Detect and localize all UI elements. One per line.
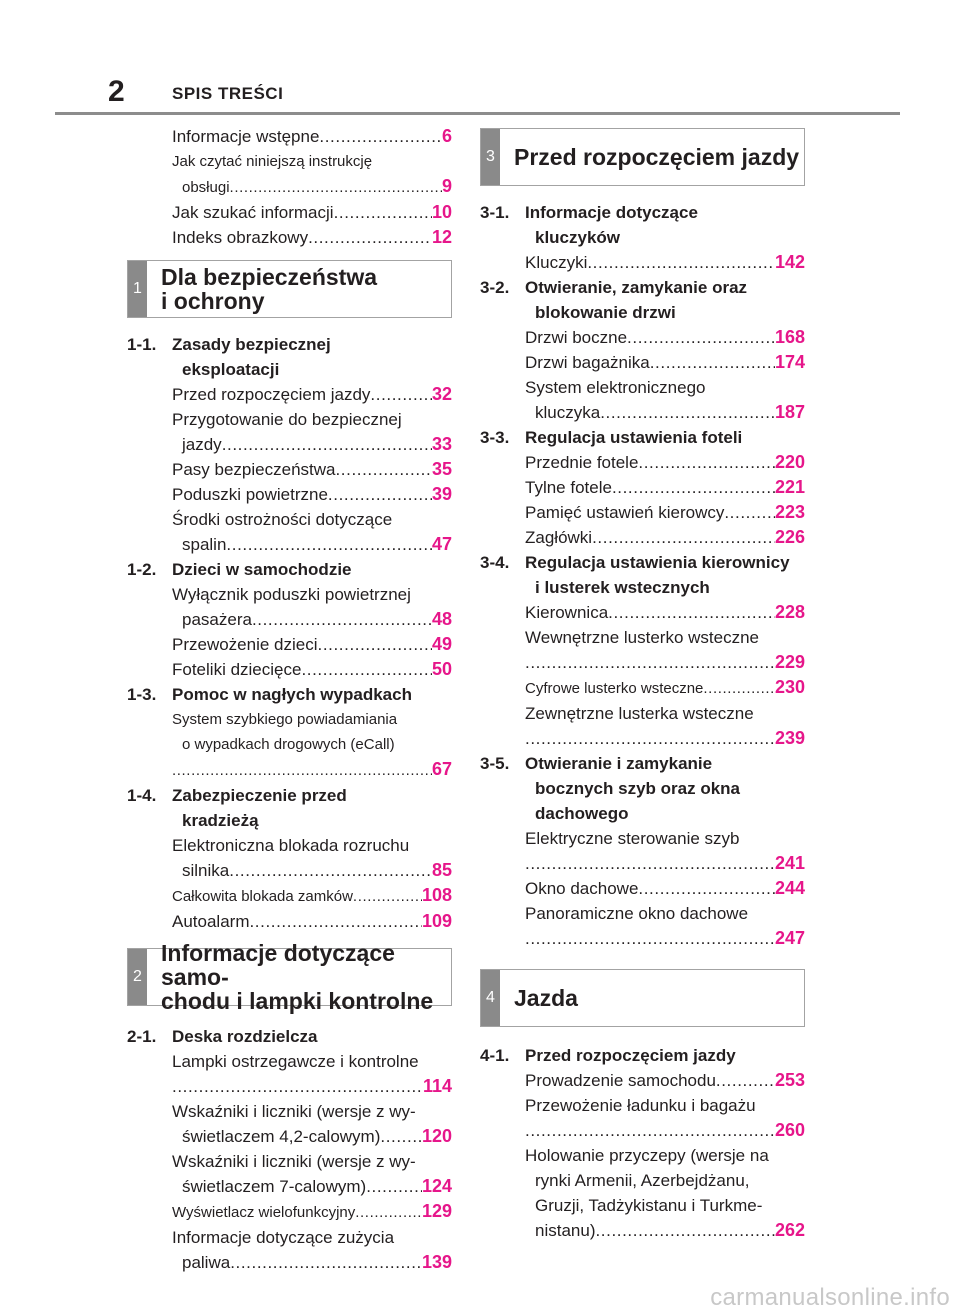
page-header [0, 0, 960, 120]
toc-entry[interactable]: Indeks obrazkowy ..... 12 [127, 225, 452, 250]
header-rule [55, 112, 900, 115]
toc-chapter-heading: 4-1. Przed rozpoczęciem jazdy [480, 1046, 736, 1065]
toc-chapter-heading-cont: blokowanie drzwi [535, 303, 676, 322]
toc-chapter-heading: 3-5. Otwieranie i zamykanie [480, 754, 713, 773]
page-link: 221 [774, 477, 805, 497]
toc-chapter-heading: 3-2. Otwieranie, zamykanie oraz [480, 278, 748, 297]
page-link: 142 [774, 252, 805, 272]
page-link: 108 [421, 885, 452, 905]
page-number: 2 [108, 75, 125, 108]
toc-right-column [480, 120, 805, 1243]
toc-entry[interactable]: Przed rozpoczęciem jazdy ..... 32 [127, 382, 452, 407]
toc-entry[interactable]: Drzwi bagażnika ..... 174 [480, 350, 805, 375]
page-link: 85 [431, 860, 452, 880]
toc-entry[interactable]: Przewożenie dzieci ..... 49 [127, 632, 452, 657]
page-link: 260 [774, 1120, 805, 1140]
page-link: 168 [774, 327, 805, 347]
page-link: 32 [431, 384, 452, 404]
page-link: 9 [441, 176, 452, 196]
toc-entry[interactable]: Jak czytać niniejszą instrukcję obsługi ..... 9 [127, 149, 452, 200]
page-link: 247 [774, 928, 805, 948]
toc-entry[interactable]: Informacje dotyczące zużycia paliwa ..... 139 [127, 1225, 452, 1275]
toc-chapter-heading-cont: i lusterek wstecznych [535, 578, 710, 597]
toc-chapter-heading: 1-4. Zabezpieczenie przed [127, 786, 347, 805]
toc-chapter-heading-cont: bocznych szyb oraz okna [535, 779, 740, 798]
toc-entry[interactable]: Wskaźniki i liczniki (wersje z wy- świetlaczem 4,2-calowym) ..... 120 [127, 1099, 452, 1149]
page-link: 49 [431, 634, 452, 654]
toc-entry[interactable]: Przewożenie ładunku i bagażu ..... 260 [480, 1093, 805, 1143]
toc-entry[interactable]: Lampki ostrzegawcze i kontrolne ..... 114 [127, 1049, 452, 1099]
toc-entry[interactable]: Wyświetlacz wielofunkcyjny ..... 129 [127, 1199, 452, 1225]
section-banner-4[interactable] [480, 969, 805, 1027]
page-link: 174 [774, 352, 805, 372]
toc-chapter-heading-cont: dachowego [535, 804, 629, 823]
toc-entry[interactable]: Foteliki dziecięce ..... 50 [127, 657, 452, 682]
toc-entry[interactable]: Wyłącznik poduszki powietrznej pasażera ..... 48 [127, 582, 452, 632]
section-number: 1 [128, 261, 147, 317]
page-title: SPIS TREŚCI [172, 84, 284, 103]
section-title: Dla bezpieczeństwa i ochrony [161, 264, 378, 314]
toc-entry[interactable]: Pasy bezpieczeństwa ..... 35 [127, 457, 452, 482]
toc-chapter-heading: 3-1. Informacje dotyczące [480, 203, 698, 222]
toc-entry[interactable]: Środki ostrożności dotyczące spalin ..... 47 [127, 507, 452, 557]
page-link: 10 [431, 202, 452, 222]
section-title: Przed rozpoczęciem jazdy [514, 144, 800, 170]
toc-chapter-heading-cont: kluczyków [535, 228, 621, 247]
page-link: 229 [774, 652, 805, 672]
toc-entry[interactable]: Tylne fotele ..... 221 [480, 475, 805, 500]
toc-chapter-heading: 3-3. Regulacja ustawienia foteli [480, 428, 743, 447]
toc-entry[interactable]: Elektryczne sterowanie szyb ..... 241 [480, 826, 805, 876]
page-link: 226 [774, 527, 805, 547]
toc-entry[interactable]: Prowadzenie samochodu ..... 253 [480, 1068, 805, 1093]
toc-entry[interactable]: Okno dachowe ..... 244 [480, 876, 805, 901]
toc-entry[interactable]: System elektronicznego kluczyka ..... 187 [480, 375, 805, 425]
toc-chapter-heading-cont: eksploatacji [182, 360, 280, 379]
toc-entry[interactable]: Autoalarm ..... 109 [127, 909, 452, 934]
section-banner-1[interactable] [127, 260, 452, 318]
toc-entry[interactable]: Wskaźniki i liczniki (wersje z wy- świetlaczem 7-calowym) ..... 124 [127, 1149, 452, 1199]
toc-entry[interactable]: Przygotowanie do bezpiecznej jazdy ..... 33 [127, 407, 452, 457]
page-link: 47 [431, 534, 452, 554]
toc-chapter-heading: 3-4. Regulacja ustawienia kierownicy [480, 553, 790, 572]
toc-chapter-heading-cont: kradzieżą [182, 811, 259, 830]
section-banner-3[interactable] [480, 128, 805, 186]
toc-entry[interactable]: Zewnętrzne lusterka wsteczne ..... 239 [480, 701, 805, 751]
page-link: 114 [422, 1076, 452, 1096]
section-title: Jazda [514, 985, 578, 1011]
page-link: 33 [431, 434, 452, 454]
page-link: 39 [431, 484, 452, 504]
toc-chapter-heading: 1-3. Pomoc w nagłych wypadkach [127, 685, 412, 704]
toc-entry[interactable]: Kierownica ..... 228 [480, 600, 805, 625]
page-link: 244 [774, 878, 805, 898]
toc-entry[interactable]: Pamięć ustawień kierowcy ..... 223 [480, 500, 805, 525]
page-link: 129 [421, 1201, 452, 1221]
section-number: 2 [128, 949, 147, 1005]
page-link: 48 [431, 609, 452, 629]
toc-entry[interactable]: Kluczyki ..... 142 [480, 250, 805, 275]
page-link: 35 [431, 459, 452, 479]
page-link: 230 [774, 677, 805, 697]
toc-entry[interactable]: Całkowita blokada zamków ..... 108 [127, 883, 452, 909]
page-link: 220 [774, 452, 805, 472]
page-link: 6 [441, 126, 452, 146]
page-link: 67 [431, 759, 452, 779]
toc-chapter-heading: 1-2. Dzieci w samochodzie [127, 560, 352, 579]
page-link: 120 [421, 1126, 452, 1146]
page-link: 12 [431, 227, 452, 247]
page-link: 239 [774, 728, 805, 748]
toc-entry[interactable]: Poduszki powietrzne ..... 39 [127, 482, 452, 507]
toc-entry[interactable]: System szybkiego powiadamiania o wypadkach drogowych (eCall) ..... 67 [127, 707, 452, 783]
toc-chapter-heading: 2-1. Deska rozdzielcza [127, 1027, 318, 1046]
page-link: 187 [774, 402, 805, 422]
toc-entry[interactable]: Informacje wstępne ..... 6 [127, 124, 452, 149]
page-link: 262 [774, 1220, 805, 1240]
toc-entry[interactable]: Holowanie przyczepy (wersje na rynki Armenii, Azerbejdżanu, Gruzji, Tadżykistanu i Turkme- nistanu) ..... 262 [480, 1143, 805, 1243]
toc-entry[interactable]: Jak szukać informacji ..... 10 [127, 200, 452, 225]
toc-entry[interactable]: Elektroniczna blokada rozruchu silnika ..... 85 [127, 833, 452, 883]
section-number: 3 [481, 129, 500, 185]
page-link: 109 [421, 911, 452, 931]
page-link: 223 [774, 502, 805, 522]
toc-entry[interactable]: Zagłówki ..... 226 [480, 525, 805, 550]
toc-left-column [127, 120, 452, 1275]
section-number: 4 [481, 970, 500, 1026]
page-link: 241 [774, 853, 805, 873]
page-link: 139 [421, 1252, 452, 1272]
page-link: 253 [774, 1070, 805, 1090]
watermark: carmanualsonline.info [710, 1284, 950, 1311]
page-link: 228 [774, 602, 805, 622]
page-link: 124 [421, 1176, 452, 1196]
toc-entry[interactable]: Panoramiczne okno dachowe ..... 247 [480, 901, 805, 951]
toc-entry[interactable]: Wewnętrzne lusterko wsteczne ..... 229 [480, 625, 805, 675]
toc-entry[interactable]: Cyfrowe lusterko wsteczne ..... 230 [480, 675, 805, 701]
toc-chapter-heading: 1-1. Zasady bezpiecznej [127, 335, 331, 354]
toc-entry[interactable]: Drzwi boczne ..... 168 [480, 325, 805, 350]
page-link: 50 [431, 659, 452, 679]
section-banner-2[interactable] [127, 940, 452, 1014]
section-title: Informacje dotyczące samo- chodu i lampki kontrolne [161, 940, 434, 1014]
toc-entry[interactable]: Przednie fotele ..... 220 [480, 450, 805, 475]
